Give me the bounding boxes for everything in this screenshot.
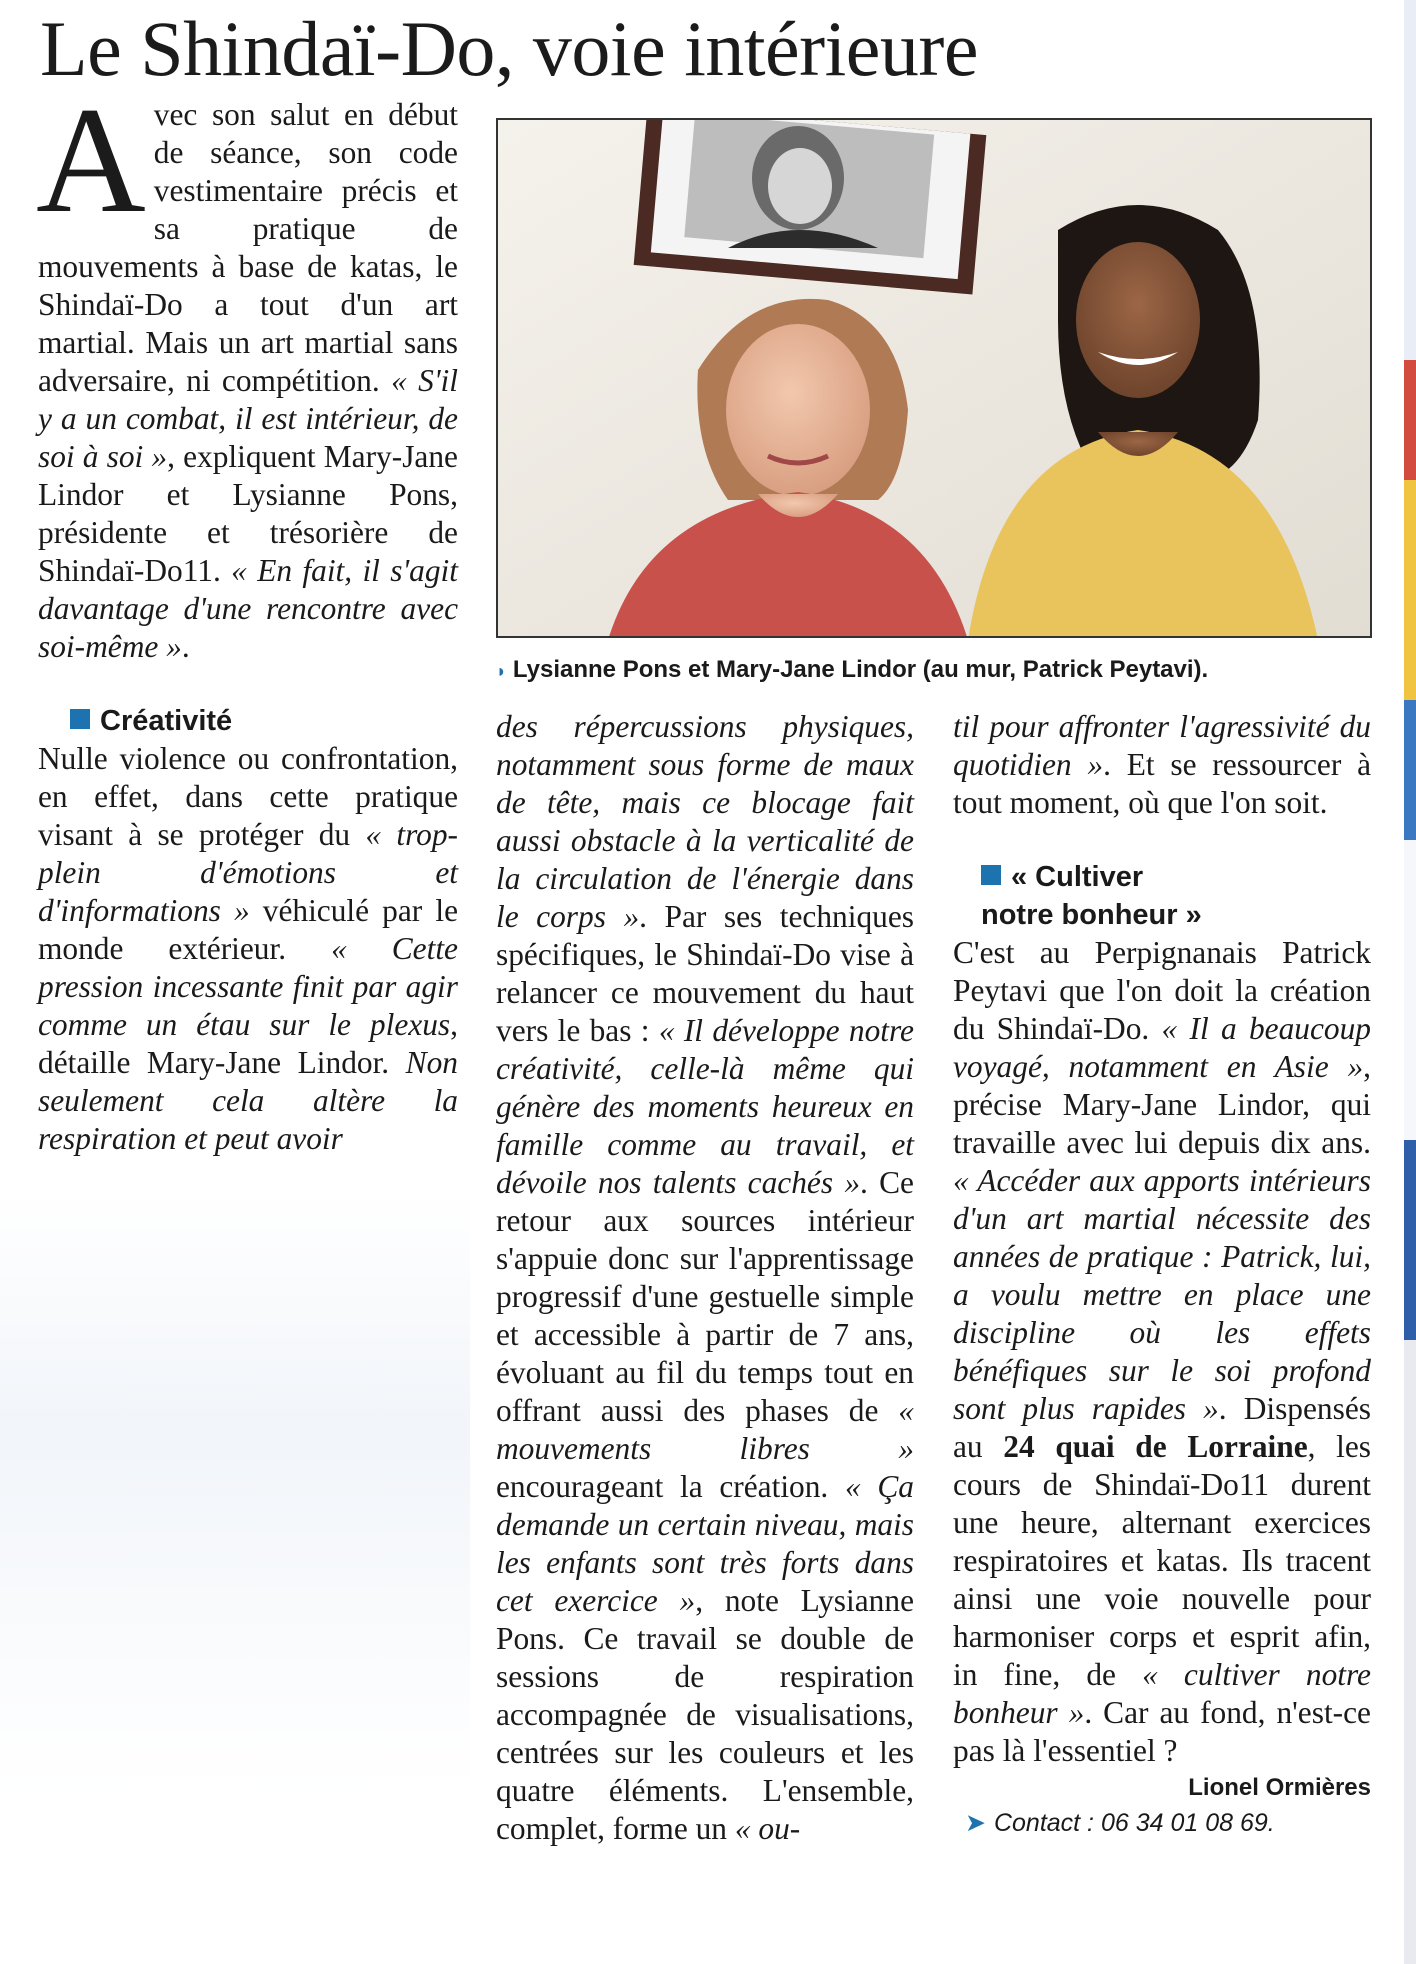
- arrow-right-icon: ➤: [965, 1809, 986, 1837]
- square-bullet-icon: [981, 865, 1001, 885]
- paper-bleed: [0, 1190, 470, 1790]
- contact-text: Contact : 06 34 01 08 69.: [993, 1809, 1275, 1837]
- body-text: véhiculé par le monde extérieur.: [38, 893, 459, 966]
- subhead-creativite: [70, 702, 458, 740]
- body-text: . Ce retour aux sources intérieur s'appuie donc sur l'apprentissage progressif d'une gestuelle simple et accessible à partir de 7 ans, évoluant au fil du temps tout en offrant aussi des phases de: [496, 1165, 914, 1428]
- page-edge-strip: [1398, 0, 1416, 1964]
- address: 24 quai de Lorraine: [1003, 1429, 1308, 1464]
- quote: « cultiver notre bonheur »: [953, 1657, 1371, 1730]
- drop-cap: A: [36, 76, 146, 244]
- subhead-text: notre bonheur »: [981, 899, 1202, 931]
- body-paragraph: [38, 740, 458, 1158]
- quote: « Cette pression incessante finit par agir comme un étau sur le plexus: [38, 931, 458, 1042]
- caption-marker-icon: ◗: [496, 661, 507, 681]
- article-column-2: [496, 708, 914, 1848]
- intro-paragraph: [36, 76, 458, 666]
- quote: « Il développe notre créativité, celle-là même qui génère des moments heureux en famille comme au travail, et dévoile nos talents cachés »: [496, 1013, 914, 1200]
- intro-text: , expliquent Mary-Jane Lindor et Lysianne Pons, présidente et trésorière de Shindaï-Do11.: [38, 439, 458, 588]
- quote: til pour affronter l'agressivité du quotidien »: [953, 709, 1371, 782]
- quote: « mouvements libres »: [496, 1393, 914, 1466]
- quote: Non seulement cela altère la respiration et peut avoir: [38, 1045, 458, 1156]
- body-text: encourageant la création.: [496, 1469, 845, 1504]
- quote: « trop-plein d'émotions et d'informations »: [38, 817, 458, 928]
- framed-portrait: [634, 120, 987, 295]
- subhead-text: « Cultiver: [1011, 861, 1144, 893]
- quote: « En fait, il s'agit davantage d'une rencontre avec soi-même »: [38, 553, 458, 664]
- headline: Le Shindaï-Do, voie intérieure: [40, 5, 979, 92]
- article-photo: [496, 118, 1372, 638]
- body-text: . Car au fond, n'est-ce pas là l'essentiel ?: [953, 1695, 1371, 1768]
- quote: « Accéder aux apports intérieurs d'un art martial nécessite des années de pratique : Patrick, lui, a voulu mettre en place une discipline où les effets bénéfiques sur le soi profond sont plus rapides »: [953, 1163, 1371, 1426]
- photo-caption: [496, 654, 1376, 687]
- body-paragraph: [953, 934, 1371, 1770]
- punctuation: .: [181, 629, 190, 664]
- intro-text: vec son salut en début de séance, son code vestimentaire précis et sa pratique de mouvements à base de katas, le Shindaï-Do a tout d'un art martial. Mais un art martial sans adversaire, ni compétition.: [38, 97, 458, 398]
- body-text: . Par ses techniques spécifiques, le Shindaï-Do vise à relancer ce mouvement du haut vers le bas :: [496, 899, 914, 1048]
- subhead-cultiver: [981, 858, 1371, 934]
- body-paragraph: [496, 708, 914, 1848]
- body-text: Nulle violence ou confrontation, en effet, dans cette pratique visant à se protéger du: [38, 741, 458, 852]
- body-text: , détaille Mary-Jane Lindor.: [38, 1007, 458, 1080]
- body-text: C'est au Perpignanais Patrick Peytavi que l'on doit la création du Shindaï-Do.: [953, 935, 1371, 1046]
- quote: « Il a beaucoup voyagé, notamment en Asie »: [953, 1011, 1371, 1084]
- square-bullet-icon: [70, 709, 90, 729]
- body-text: , les cours de Shindaï-Do11 durent une heure, alternant exercices respiratoires et katas. Ils tracent ainsi une voie nouvelle pour harmoniser corps et esprit afin, in fine, de: [953, 1429, 1371, 1692]
- article-column-3: [953, 708, 1371, 1840]
- contact-line: [953, 1806, 1371, 1840]
- author-byline: Lionel Ormières: [1188, 1774, 1371, 1801]
- subhead-text: Créativité: [100, 705, 233, 737]
- body-text: . Dispensés au: [953, 1391, 1371, 1464]
- body-text: , précise Mary-Jane Lindor, qui travaille avec lui depuis dix ans.: [953, 1049, 1371, 1160]
- article-column-1: [36, 76, 459, 1158]
- caption-text: Lysianne Pons et Mary-Jane Lindor (au mur, Patrick Peytavi).: [512, 656, 1209, 683]
- quote: « ou-: [734, 1811, 801, 1846]
- body-text: . Et se ressourcer à tout moment, où que l'on soit.: [953, 747, 1371, 820]
- quote: « S'il y a un combat, il est intérieur, de soi à soi »: [38, 363, 458, 474]
- body-paragraph: [953, 708, 1371, 822]
- quote: des répercussions physiques, notamment sous forme de maux de tête, mais ce blocage fait aussi obstacle à la verticalité de la circulation de l'énergie dans le corps »: [496, 709, 914, 934]
- quote: « Ça demande un certain niveau, mais les enfants sont très forts dans cet exercice »: [496, 1469, 914, 1618]
- body-text: , note Lysianne Pons. Ce travail se double de sessions de respiration accompagnée de visualisations, centrées sur les couleurs et les quatre éléments. L'ensemble, complet, forme un: [496, 1583, 914, 1846]
- photo-illustration: [498, 120, 1372, 638]
